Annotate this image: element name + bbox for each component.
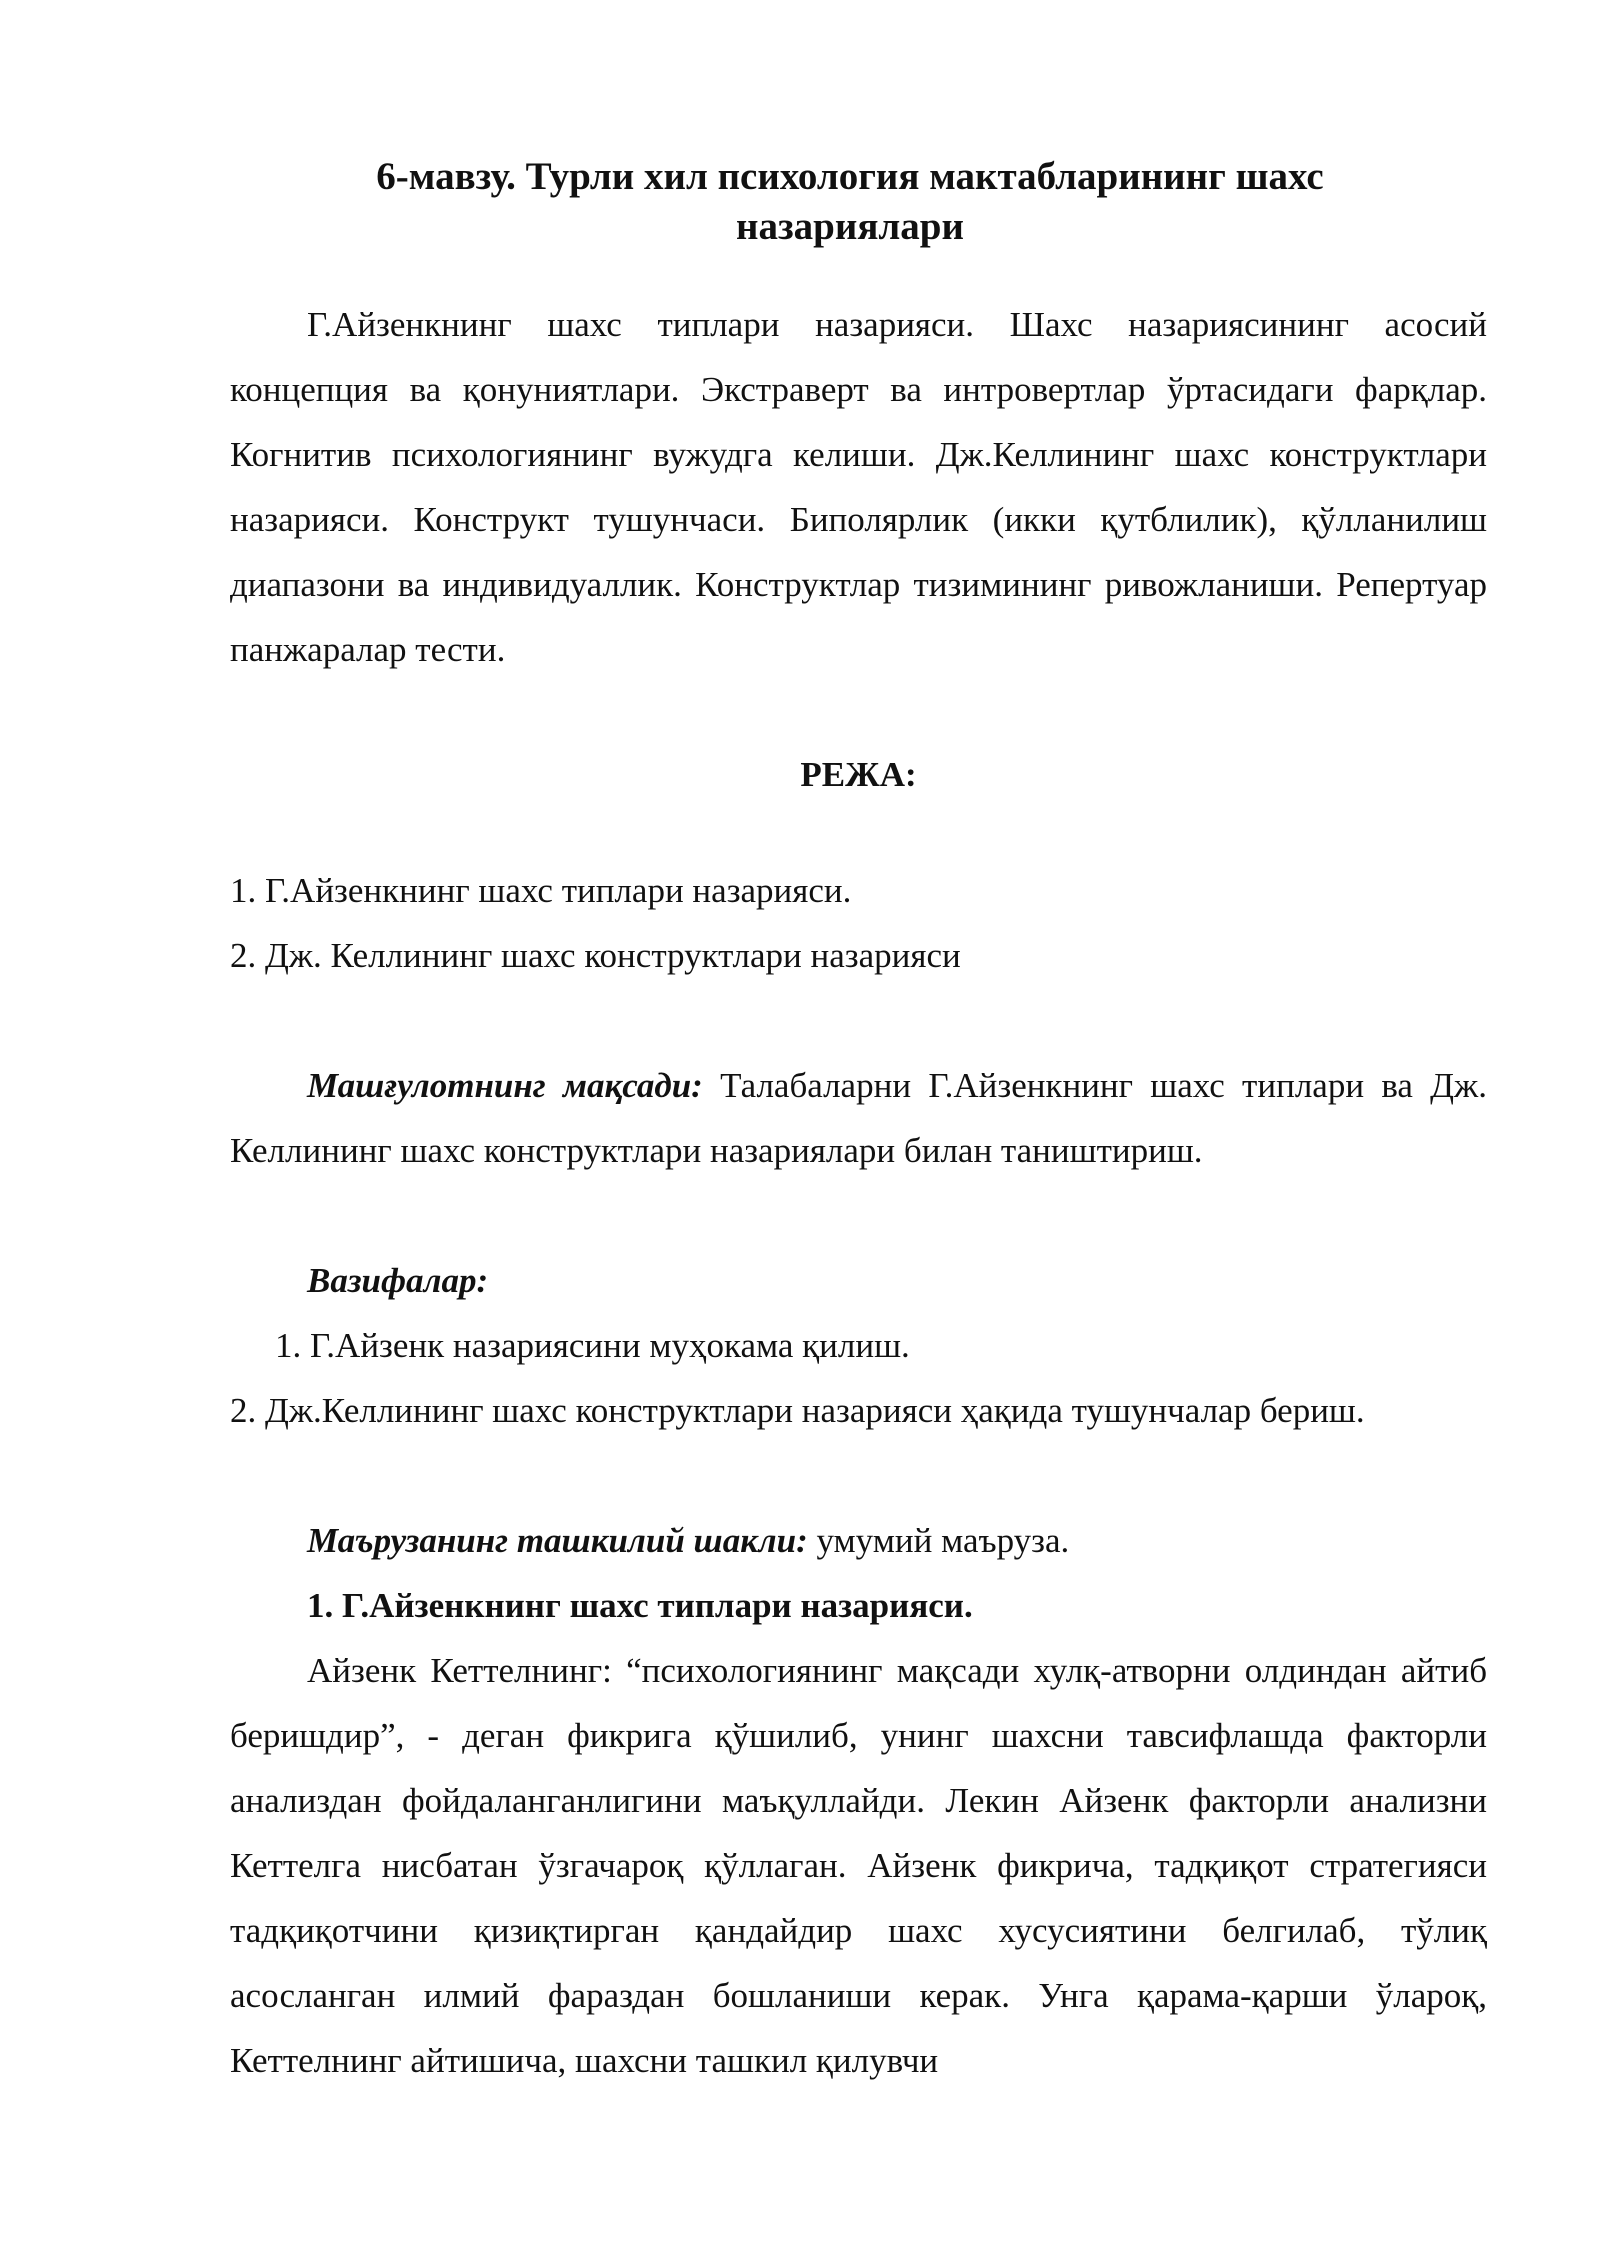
lecture-form xyxy=(307,1508,1069,1573)
section-heading: 1. Г.Айзенкнинг шахс типлари назарияси. xyxy=(307,1586,973,1625)
lecture-form-text: умумий маъруза. xyxy=(807,1521,1070,1560)
lecture-form-label: Маърузанинг ташкилий шакли: xyxy=(307,1521,808,1560)
page-title: 6-мавзу. Турли хил психология мактабларининг шахс назариялари xyxy=(376,155,1324,248)
plan-heading: РЕЖА: xyxy=(800,755,917,794)
plan-item-2: 2. Дж. Келлининг шахс конструктлари назарияси xyxy=(230,936,961,975)
lesson-goal-text: Талабаларни Г.Айзенкнинг шахс типлари ва Дж. Келлининг шахс конструктлари назариялари билан таништириш. xyxy=(230,1066,1487,1170)
section-body: Айзенк Кеттелнинг: “психологиянинг мақсади хулқ-атворни олдиндан айтиб беришдир”, - деган фикрига қўшилиб, унинг шахсни тавсифлашда факторли анализдан фойдаланганлигини маъқуллайди. Лекин Айзенк факторли анализни Кеттелга нисбатан ўзгачароқ қўллаган. Айзенк фикрича, тадқиқот стратегияси тадқиқотчини қизиқтирган қандайдир шахс хусусиятини белгилаб, тўлиқ асосланган илмий фараздан бошланиши керак. Унга қарама-қарши ўлароқ, Кеттелнинг айтишича, шахсни ташкил қилувчи xyxy=(230,1651,1487,2080)
tasks-heading: Вазифалар: xyxy=(307,1261,489,1300)
task-item-1: 1. Г.Айзенк назариясини муҳокама қилиш. xyxy=(275,1326,910,1365)
topic-summary: Г.Айзенкнинг шахс типлари назарияси. Шахс назариясининг асосий концепция ва қонуниятлари. Экстраверт ва интровертлар ўртасидаги фарқлар. Когнитив психологиянинг вужудга келиши. Дж.Келлининг шахс конструктлари назарияси. Конструкт тушунчаси. Биполярлик (икки қутблилик), қўлланилиш диапазони ва индивидуаллик. Конструктлар тизимининг ривожланиши. Репертуар панжаралар тести. xyxy=(230,305,1487,669)
plan-item-1: 1. Г.Айзенкнинг шахс типлари назарияси. xyxy=(230,871,852,910)
task-item-2: 2. Дж.Келлининг шахс конструктлари назарияси ҳақида тушунчалар бериш. xyxy=(230,1391,1365,1430)
lesson-goal-label: Машғулотнинг мақсади: xyxy=(307,1066,703,1105)
lesson-goal xyxy=(230,1053,1487,1183)
